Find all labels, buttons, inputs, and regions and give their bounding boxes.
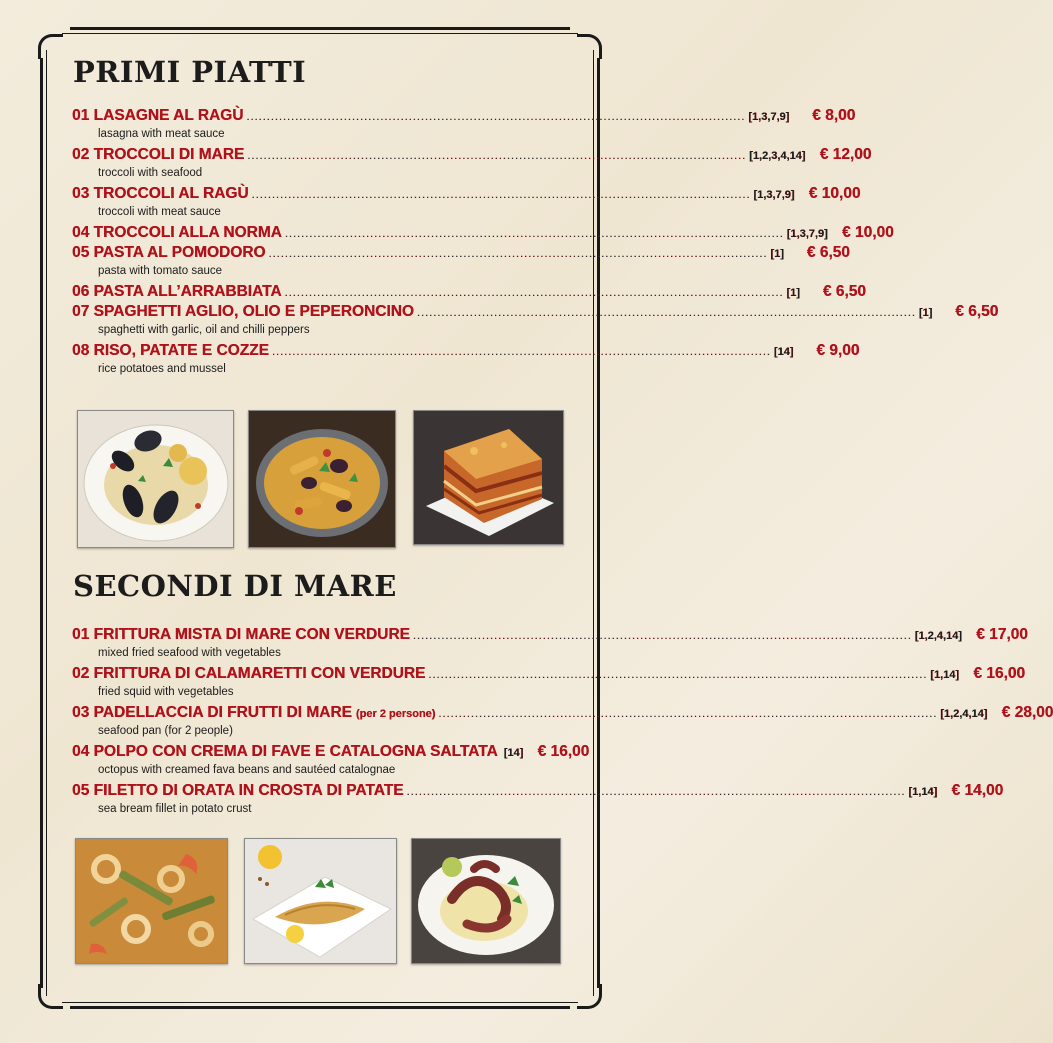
primi-list (72, 106, 999, 380)
item-name: 02 FRITTURA DI CALAMARETTI CON VERDURE (72, 665, 426, 682)
leader-dots: ........................................................................................................................... (271, 346, 771, 358)
item-allergens: [1,3,7,9] (786, 228, 828, 240)
item-description: lasagna with meat sauce (98, 128, 225, 140)
frame-corner-tl (38, 34, 63, 59)
item-price: € 16,00 (537, 743, 590, 760)
menu-item (72, 625, 1028, 664)
frame-corner-bl (38, 984, 63, 1009)
item-description: troccoli with meat sauce (98, 206, 221, 218)
frame-top-line (70, 27, 570, 30)
photo-sea-bream-fillet (244, 838, 397, 964)
menu-item (72, 184, 861, 223)
leader-dots: ........................................................................................................................... (251, 189, 751, 201)
item-name: 06 PASTA ALL’ARRABBIATA (72, 283, 282, 300)
item-allergens: [1,14] (908, 786, 938, 798)
item-allergens: [14] (773, 346, 794, 358)
item-name: 05 PASTA AL POMODORO (72, 244, 266, 261)
leader-dots: ........................................................................................................................... (246, 111, 746, 123)
leader-dots: ........................................................................................................................... (438, 708, 938, 720)
item-allergens: [1,3,7,9] (748, 111, 790, 123)
item-name: 05 FILETTO DI ORATA IN CROSTA DI PATATE (72, 782, 404, 799)
item-price: € 8,00 (812, 107, 856, 124)
item-price: € 12,00 (819, 146, 872, 163)
menu-item (72, 781, 1004, 820)
item-price: € 6,50 (822, 283, 866, 300)
dish-illustration (412, 839, 560, 963)
item-allergens: [1] (786, 287, 800, 299)
item-description: seafood pan (for 2 people) (98, 725, 233, 737)
leader-dots: ........................................................................................................................... (284, 287, 784, 299)
leader-dots: ........................................................................................................................... (406, 786, 906, 798)
menu-item (72, 302, 999, 341)
menu-item (72, 742, 590, 781)
item-description: mixed fried seafood with vegetables (98, 647, 281, 659)
item-allergens: [1,2,4,14] (914, 630, 962, 642)
dish-illustration (414, 411, 563, 544)
photo-fried-seafood (75, 838, 228, 964)
item-allergens: [14] (503, 747, 524, 759)
item-allergens: [1,2,4,14] (940, 708, 988, 720)
frame-top-line-inner (62, 33, 578, 34)
item-allergens: [1] (918, 307, 933, 319)
item-price: € 9,00 (816, 342, 860, 359)
menu-item (72, 282, 866, 302)
dish-illustration (78, 411, 233, 547)
photo-rice-potatoes-mussels (77, 410, 234, 548)
item-description: sea bream fillet in potato crust (98, 803, 252, 815)
menu-item (72, 243, 850, 282)
item-description: fried squid with vegetables (98, 686, 234, 698)
menu-item (72, 106, 856, 145)
frame-corner-br (577, 984, 602, 1009)
leader-dots: ........................................................................................................................... (247, 150, 747, 162)
photo-lasagne (413, 410, 564, 545)
item-name: 01 LASAGNE AL RAGÙ (72, 107, 244, 124)
item-price: € 10,00 (808, 185, 861, 202)
item-name: 02 TROCCOLI DI MARE (72, 146, 245, 163)
section-title-primi: PRIMI PIATTI (73, 55, 307, 89)
item-description: rice potatoes and mussel (98, 363, 226, 375)
leader-dots: ........................................................................................................................... (428, 669, 928, 681)
dish-illustration (245, 839, 396, 963)
leader-dots: ........................................................................................................................... (268, 248, 768, 260)
item-name: 04 TROCCOLI ALLA NORMA (72, 224, 282, 241)
item-name: 03 PADELLACCIA DI FRUTTI DI MARE (72, 704, 352, 721)
dish-illustration (76, 839, 227, 963)
leader-dots: ........................................................................................................................... (412, 630, 912, 642)
photo-octopus-fava (411, 838, 561, 964)
item-name: 01 FRITTURA MISTA DI MARE CON VERDURE (72, 626, 410, 643)
item-price: € 17,00 (976, 626, 1028, 643)
item-price: € 6,50 (955, 303, 999, 320)
item-allergens: [1,2,3,4,14] (749, 150, 806, 162)
menu-item (72, 664, 1026, 703)
item-allergens: [1] (770, 248, 784, 260)
item-price: € 14,00 (951, 782, 1004, 799)
item-name: 08 RISO, PATATE E COZZE (72, 342, 269, 359)
menu-item (72, 341, 860, 380)
item-description: octopus with creamed fava beans and sautéed catalognae (98, 764, 396, 776)
leader-dots: ........................................................................................................................... (416, 307, 916, 319)
frame-bottom-line-inner (62, 1002, 578, 1003)
item-allergens: [1,3,7,9] (753, 189, 795, 201)
item-description: spaghetti with garlic, oil and chilli peppers (98, 324, 310, 336)
menu-item (72, 223, 894, 243)
frame-left-line (40, 58, 43, 988)
menu-item (72, 703, 1053, 742)
section-title-secondi: SECONDI DI MARE (73, 569, 397, 603)
frame-corner-tr (577, 34, 602, 59)
secondi-list (72, 625, 1053, 820)
item-description: troccoli with seafood (98, 167, 203, 179)
item-note: (per 2 persone) (355, 708, 436, 720)
frame-bottom-line (70, 1006, 570, 1009)
item-name: 04 POLPO CON CREMA DI FAVE E CATALOGNA SALTATA (72, 743, 498, 760)
item-name: 07 SPAGHETTI AGLIO, OLIO E PEPERONCINO (72, 303, 414, 320)
item-name: 03 TROCCOLI AL RAGÙ (72, 185, 249, 202)
frame-left-line-inner (46, 50, 47, 996)
item-price: € 28,00 (1001, 704, 1053, 721)
photo-pasta-alla-norma (248, 410, 396, 548)
item-price: € 16,00 (973, 665, 1026, 682)
dish-illustration (249, 411, 395, 547)
item-allergens: [1,14] (930, 669, 960, 681)
item-price: € 10,00 (842, 224, 894, 241)
leader-dots: ........................................................................................................................... (284, 228, 784, 240)
menu-item (72, 145, 872, 184)
item-description: pasta with tomato sauce (98, 265, 223, 277)
item-price: € 6,50 (806, 244, 850, 261)
